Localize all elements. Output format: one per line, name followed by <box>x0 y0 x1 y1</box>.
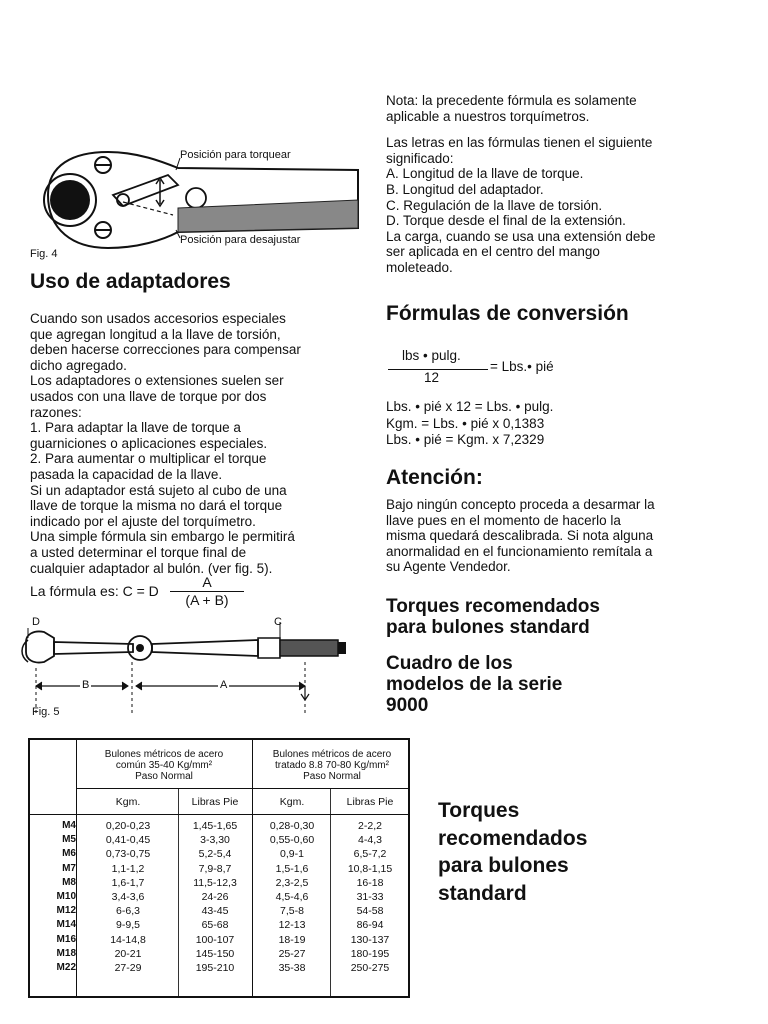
table-row <box>30 948 408 962</box>
cell: 14-14,8 <box>110 933 146 946</box>
column-header: Kgm. <box>115 796 141 808</box>
side-heading-line: recomendados <box>438 826 588 850</box>
nota-line: moleteado. <box>386 259 453 275</box>
bolt-size: M4 <box>62 820 76 831</box>
cuadro-heading-line: Cuadro de los <box>386 653 513 674</box>
bolt-size: M16 <box>56 933 76 945</box>
conversion-line: Kgm. = Lbs. • pié x 0,1383 <box>386 415 545 431</box>
cell: 10,8-1,15 <box>347 862 393 875</box>
fig4-caption: Fig. 4 <box>30 248 58 260</box>
cell: 0,73-0,75 <box>105 848 151 861</box>
cell: 250-275 <box>350 961 390 974</box>
table-row <box>30 934 408 948</box>
table-row <box>30 962 408 976</box>
cell: 0,41-0,45 <box>105 834 151 847</box>
cell: 100-107 <box>195 933 235 946</box>
cell: 18-19 <box>278 933 306 946</box>
atencion-line: llave pues en el momento de hacerlo la <box>386 512 621 528</box>
uso-line: Cuando son usados accesorios especiales <box>30 311 286 326</box>
uso-line: cualquier adaptador al bulón. (ver fig. 5). <box>30 560 273 576</box>
uso-line: a usted determinar el torque final de <box>30 544 247 560</box>
cell: 27-29 <box>114 961 142 974</box>
side-heading-line: para bulones <box>438 854 569 877</box>
atencion-heading: Atención: <box>386 466 483 489</box>
fig5-label-d: D <box>32 616 40 628</box>
column-header: Libras Pie <box>191 796 239 808</box>
fig5-caption: Fig. 5 <box>32 706 60 718</box>
bolt-size: M12 <box>56 905 76 917</box>
atencion-line: Bajo ningún concepto proceda a desarmar la <box>386 497 655 512</box>
uso-line: que agregan longitud a la llave de torsión, <box>30 326 281 342</box>
side-heading <box>438 797 587 907</box>
uso-line: 1. Para adaptar la llave de torque a <box>30 420 241 436</box>
nota-line: C. Regulación de la llave de torsión. <box>386 197 603 213</box>
uso-line: dicho agregado. <box>30 357 127 373</box>
cell: 12-13 <box>278 919 306 932</box>
table-divider <box>76 788 408 789</box>
column-header: Libras Pie <box>346 796 394 808</box>
group-header-line: Paso Normal <box>135 771 193 782</box>
cell: 31-33 <box>356 890 384 903</box>
cell: 2-2,2 <box>358 820 382 832</box>
cell: 20-21 <box>114 947 142 960</box>
table-row <box>30 863 408 877</box>
uso-heading: Uso de adaptadores <box>30 270 231 293</box>
side-heading-line: standard <box>438 881 527 905</box>
cell: 86-94 <box>356 919 384 932</box>
cell: 43-45 <box>201 905 229 918</box>
uso-line: indicado por el ajuste del torquímetro. <box>30 513 256 529</box>
table-row <box>30 877 408 891</box>
nota-line: D. Torque desde el final de la extensión. <box>386 213 626 229</box>
column-header: Kgm. <box>279 796 305 808</box>
cuadro-heading-line: modelos de la serie <box>386 674 563 695</box>
table-row <box>30 834 408 848</box>
cell: 25-27 <box>278 947 306 960</box>
cell: 35-38 <box>278 961 306 974</box>
conversion-line: Lbs. • pié x 12 = Lbs. • pulg. <box>386 399 554 414</box>
cell: 11,5-12,3 <box>193 876 237 889</box>
cell: 16-18 <box>356 876 384 889</box>
nota-line: ser aplicada en el centro del mango <box>386 244 600 260</box>
formula-numerator: A <box>202 574 212 590</box>
group-header-line: tratado 8.8 70-80 Kg/mm² <box>275 760 389 771</box>
nota-line <box>386 124 655 135</box>
uso-line: Una simple fórmula sin embargo le permitirá <box>30 529 295 545</box>
table-divider <box>30 814 408 815</box>
cell: 145-150 <box>195 947 235 960</box>
bolt-size: M10 <box>56 890 76 902</box>
cell: 3,4-3,6 <box>111 890 145 903</box>
table-row <box>30 891 408 905</box>
conversion-frac-result: = Lbs.• pié <box>490 359 554 374</box>
nota-line: aplicable a nuestros torquímetros. <box>386 108 590 124</box>
cell: 0,55-0,60 <box>269 834 315 847</box>
cell: 0,9-1 <box>280 848 304 861</box>
cell: 7,9-8,7 <box>198 862 232 875</box>
table-group-header-treated-steel <box>254 749 410 782</box>
cell: 1,1-1,2 <box>111 862 145 875</box>
group-header-line: común 35-40 Kg/mm² <box>115 760 213 771</box>
cell: 195-210 <box>195 961 235 974</box>
table-row <box>30 919 408 933</box>
uso-line: deben hacerse correcciones para compensar <box>30 342 301 358</box>
torque-table <box>28 738 410 998</box>
cell: 6-6,3 <box>116 905 140 918</box>
cell: 130-137 <box>350 933 390 946</box>
uso-line: guarniciones o aplicaciones especiales. <box>30 435 268 451</box>
bolt-size: M5 <box>62 834 76 846</box>
bolt-size: M7 <box>62 862 76 874</box>
atencion-paragraph <box>386 497 655 575</box>
bolt-size: M14 <box>56 919 76 931</box>
cell: 0,20-0,23 <box>105 820 151 832</box>
cell: 24-26 <box>201 890 229 903</box>
fig4-label-desajustar: Posición para desajustar <box>180 234 301 246</box>
nota-line: B. Longitud del adaptador. <box>386 181 544 197</box>
uso-line: llave de torque la misma no dará el torque <box>30 498 283 514</box>
table-row <box>30 905 408 919</box>
cell: 65-68 <box>201 919 229 932</box>
cell: 7,5-8 <box>280 905 304 918</box>
fig5-label-b: B <box>82 679 90 691</box>
cell: 3-3,30 <box>200 834 230 847</box>
conversion-frac-denominator: 12 <box>424 370 440 385</box>
fig5-label-c: C <box>274 616 282 628</box>
bolt-size: M8 <box>62 876 76 888</box>
formula-denominator: (A + B) <box>185 592 229 608</box>
cell: 2,3-2,5 <box>275 876 309 889</box>
table-group-header-common-steel <box>78 749 250 782</box>
torques-heading-line: para bulones standard <box>386 617 590 638</box>
nota-paragraph <box>386 93 655 276</box>
cell: 0,28-0,30 <box>269 820 315 832</box>
cell: 4-4,3 <box>358 834 382 847</box>
nota-line: A. Longitud de la llave de torque. <box>386 166 584 182</box>
bolt-size: M6 <box>62 848 76 860</box>
torques-heading-line: Torques recomendados <box>386 596 600 617</box>
uso-line: Si un adaptador está sujeto al cubo de una <box>30 482 287 498</box>
group-header-line: Paso Normal <box>303 771 361 782</box>
uso-line: Los adaptadores o extensiones suelen ser <box>30 373 284 389</box>
cuadro-heading <box>386 653 562 716</box>
nota-line: significado: <box>386 150 454 166</box>
side-heading-line: Torques <box>438 799 520 822</box>
fig4-label-torquear: Posición para torquear <box>180 149 291 161</box>
atencion-line: misma quedará descalibrada. Si nota alguna <box>386 528 654 544</box>
formula-prefix: La fórmula es: C = D <box>30 583 159 599</box>
torques-heading <box>386 596 600 638</box>
cell: 9-9,5 <box>116 919 140 932</box>
atencion-line: su Agente Vendedor. <box>386 559 511 575</box>
cuadro-heading-line: 9000 <box>386 695 429 716</box>
fig5-wrench-extension-illustration <box>18 612 358 722</box>
bolt-size: M22 <box>56 961 76 973</box>
cell: 54-58 <box>356 905 384 918</box>
conversion-heading: Fórmulas de conversión <box>386 302 629 325</box>
uso-line: pasada la capacidad de la llave. <box>30 466 223 482</box>
uso-line: usados con una llave de torque por dos <box>30 388 267 404</box>
group-header-line: Bulones métricos de acero <box>104 749 224 760</box>
cell: 5,2-5,4 <box>198 848 232 861</box>
bolt-size: M18 <box>56 947 76 959</box>
cell: 1,45-1,65 <box>192 820 238 832</box>
uso-line: 2. Para aumentar o multiplicar el torque <box>30 451 267 467</box>
table-row <box>30 820 408 834</box>
cell: 6,5-7,2 <box>353 848 387 861</box>
table-rows <box>30 820 408 976</box>
nota-line: Nota: la precedente fórmula es solamente <box>386 93 637 108</box>
cell: 4,5-4,6 <box>275 890 309 903</box>
cell: 180-195 <box>350 947 390 960</box>
atencion-line: anormalidad en el funcionamiento remítala a <box>386 543 653 559</box>
uso-paragraph <box>30 311 301 576</box>
table-row <box>30 848 408 862</box>
nota-line: La carga, cuando se usa una extensión debe <box>386 228 656 244</box>
uso-line: razones: <box>30 404 82 420</box>
conversion-lines <box>386 399 553 449</box>
conversion-frac-numerator: lbs • pulg. <box>402 348 461 363</box>
conversion-line: Lbs. • pié = Kgm. x 7,2329 <box>386 432 545 447</box>
cell: 1,6-1,7 <box>111 876 145 889</box>
fig5-label-a: A <box>220 679 228 691</box>
cell: 1,5-1,6 <box>275 862 309 875</box>
group-header-line: Bulones métricos de acero <box>272 749 392 760</box>
nota-line: Las letras en las fórmulas tienen el siguiente <box>386 135 653 151</box>
